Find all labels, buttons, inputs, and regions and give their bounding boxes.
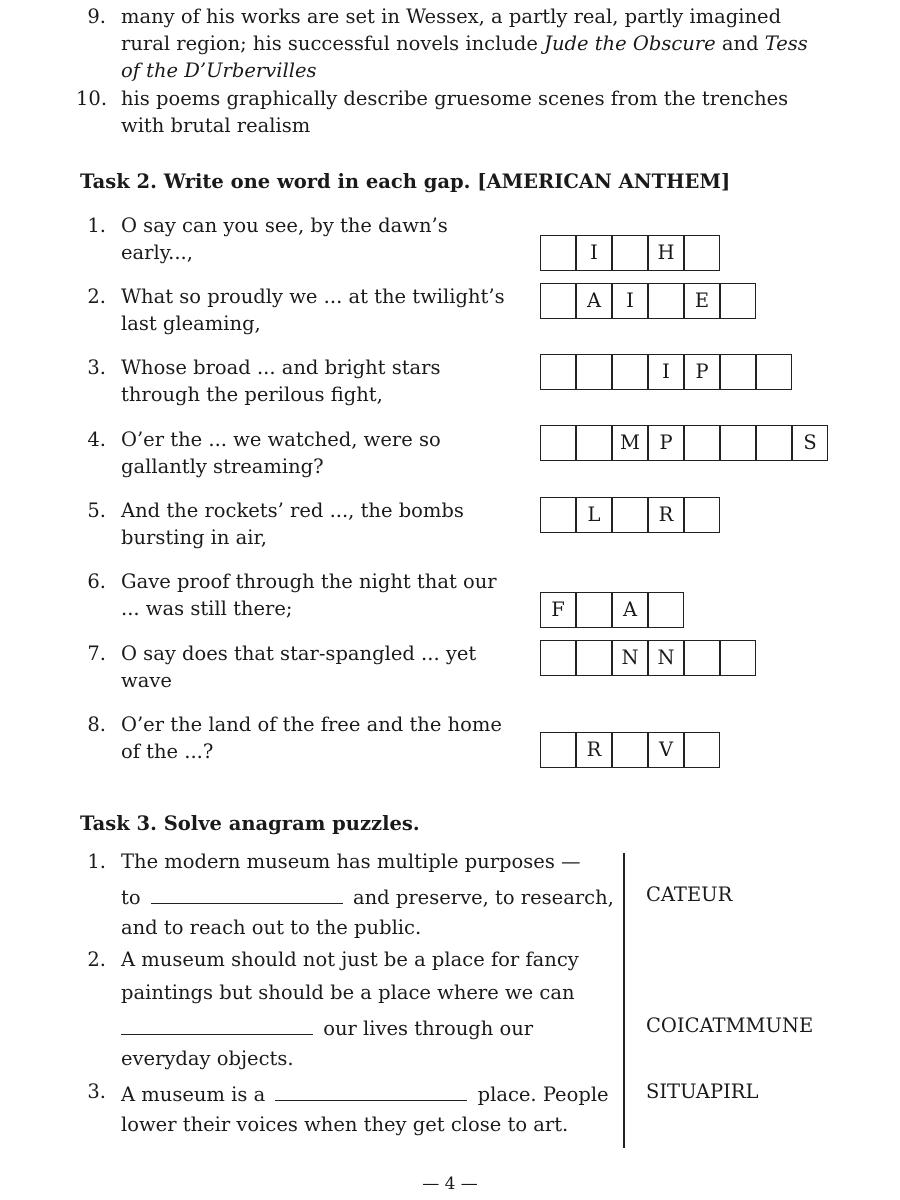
column-divider	[623, 853, 625, 1148]
item-text: many of his works are set in Wessex, a partly real, partly imagined	[121, 5, 782, 28]
answer-blank-3[interactable]	[275, 1080, 467, 1101]
letter-cell-empty[interactable]	[612, 732, 648, 768]
letter-cell-filled: L	[576, 497, 612, 533]
sentence-line: everyday objects.	[121, 1047, 294, 1070]
item-number: 1.	[87, 214, 106, 237]
sentence-text: our lives through our	[323, 1017, 534, 1040]
letter-cell-empty[interactable]	[540, 354, 576, 390]
anagram-clue-1: CATEUR	[646, 883, 733, 906]
letter-cell-empty[interactable]	[576, 425, 612, 461]
anthem-line: O’er the land of the free and the home	[121, 713, 502, 736]
letter-cell-empty[interactable]	[540, 640, 576, 676]
sentence-text: and preserve, to research,	[352, 886, 614, 909]
task2-heading: Task 2. Write one word in each gap. [AMERICAN ANTHEM]	[80, 170, 731, 193]
item-line	[121, 5, 781, 28]
anthem-line: Gave proof through the night that our	[121, 570, 497, 593]
letter-cell-empty[interactable]	[684, 497, 720, 533]
letter-cell-empty[interactable]	[576, 354, 612, 390]
letter-cell-filled: S	[792, 425, 828, 461]
anthem-line: bursting in air,	[121, 526, 267, 549]
item-text: and	[715, 32, 765, 55]
anagram-clue-3: SITUAPIRL	[646, 1080, 759, 1103]
letter-cell-empty[interactable]	[720, 425, 756, 461]
item-number: 2.	[87, 948, 106, 971]
letter-cell-empty[interactable]	[540, 425, 576, 461]
anthem-line: O’er the ... we watched, were so	[121, 428, 441, 451]
letter-cell-empty[interactable]	[720, 283, 756, 319]
letter-cell-filled: R	[648, 497, 684, 533]
sentence-line	[121, 1014, 533, 1040]
item-text: with brutal realism	[121, 114, 311, 137]
anthem-line: gallantly streaming?	[121, 455, 324, 478]
letter-cell-filled: A	[612, 592, 648, 628]
letter-cell-empty[interactable]	[612, 354, 648, 390]
letter-cell-empty[interactable]	[612, 497, 648, 533]
item-number: 3.	[87, 356, 106, 379]
letter-cell-empty[interactable]	[720, 640, 756, 676]
anthem-line: Whose broad ... and bright stars	[121, 356, 441, 379]
item-number: 7.	[87, 642, 106, 665]
letter-cell-empty[interactable]	[576, 640, 612, 676]
item-number: 9.	[87, 5, 106, 28]
answer-blank-2[interactable]	[121, 1014, 313, 1035]
answer-blank-1[interactable]	[151, 883, 343, 904]
letter-cell-empty[interactable]	[540, 497, 576, 533]
letter-cell-filled: N	[648, 640, 684, 676]
letter-cell-filled: N	[612, 640, 648, 676]
anthem-line: wave	[121, 669, 172, 692]
letter-cell-filled: V	[648, 732, 684, 768]
item-number: 3.	[87, 1080, 106, 1103]
letter-cell-filled: P	[648, 425, 684, 461]
sentence-text: place. People	[477, 1083, 609, 1106]
sentence-text: to	[121, 886, 141, 909]
anthem-line: last gleaming,	[121, 312, 261, 335]
page-number: — 4 —	[422, 1174, 478, 1194]
item-line	[121, 32, 808, 55]
book-title: Jude the Obscure	[544, 32, 716, 55]
anthem-line: of the ...?	[121, 740, 214, 763]
letter-cell-empty[interactable]	[648, 592, 684, 628]
anthem-line: What so proudly we ... at the twilight’s	[121, 285, 505, 308]
sentence-line: paintings but should be a place where we can	[121, 981, 575, 1004]
item-line	[121, 59, 317, 82]
item-number: 6.	[87, 570, 106, 593]
letter-cell-filled: F	[540, 592, 576, 628]
letter-cell-empty[interactable]	[684, 425, 720, 461]
anthem-line: And the rockets’ red ..., the bombs	[121, 499, 464, 522]
anthem-line: through the perilous fight,	[121, 383, 383, 406]
letter-cell-filled: P	[684, 354, 720, 390]
item-number: 8.	[87, 713, 106, 736]
letter-cell-empty[interactable]	[540, 283, 576, 319]
anagram-clue-2: COICATMMUNE	[646, 1014, 814, 1037]
letter-cell-empty[interactable]	[540, 235, 576, 271]
book-title: Tess	[764, 32, 808, 55]
letter-cell-empty[interactable]	[576, 592, 612, 628]
letter-cell-filled: M	[612, 425, 648, 461]
letter-cell-empty[interactable]	[756, 354, 792, 390]
letter-cell-filled: I	[648, 354, 684, 390]
item-text: rural region; his successful novels include	[121, 32, 545, 55]
item-number: 1.	[87, 850, 106, 873]
letter-cell-filled: I	[612, 283, 648, 319]
letter-cell-empty[interactable]	[684, 732, 720, 768]
sentence-text: A museum is a	[121, 1083, 266, 1106]
item-text: his poems graphically describe gruesome scenes from the trenches	[121, 87, 789, 110]
letter-cell-empty[interactable]	[684, 235, 720, 271]
letter-cell-filled: H	[648, 235, 684, 271]
letter-cell-empty[interactable]	[648, 283, 684, 319]
item-number: 10.	[76, 87, 108, 110]
sentence-line: lower their voices when they get close to art.	[121, 1113, 569, 1136]
anthem-line: ... was still there;	[121, 597, 293, 620]
letter-cell-filled: E	[684, 283, 720, 319]
item-number: 4.	[87, 428, 106, 451]
item-number: 5.	[87, 499, 106, 522]
letter-cell-filled: A	[576, 283, 612, 319]
anthem-line: O say does that star-spangled ... yet	[121, 642, 477, 665]
item-line	[121, 114, 310, 137]
letter-cell-filled: I	[576, 235, 612, 271]
anthem-line: early...,	[121, 241, 193, 264]
sentence-line	[121, 883, 614, 909]
letter-cell-filled: R	[576, 732, 612, 768]
item-number: 2.	[87, 285, 106, 308]
book-title: of the D’Urbervilles	[121, 59, 317, 82]
letter-cell-empty[interactable]	[720, 354, 756, 390]
letter-cell-empty[interactable]	[684, 640, 720, 676]
anthem-line: O say can you see, by the dawn’s	[121, 214, 448, 237]
letter-cell-empty[interactable]	[612, 235, 648, 271]
letter-cell-empty[interactable]	[756, 425, 792, 461]
sentence-line	[121, 1080, 609, 1106]
sentence-line: A museum should not just be a place for fancy	[121, 948, 579, 971]
sentence-line: The modern museum has multiple purposes —	[121, 850, 581, 873]
item-line	[121, 87, 788, 110]
sentence-line: and to reach out to the public.	[121, 916, 422, 939]
letter-cell-empty[interactable]	[540, 732, 576, 768]
task3-heading: Task 3. Solve anagram puzzles.	[80, 812, 420, 835]
